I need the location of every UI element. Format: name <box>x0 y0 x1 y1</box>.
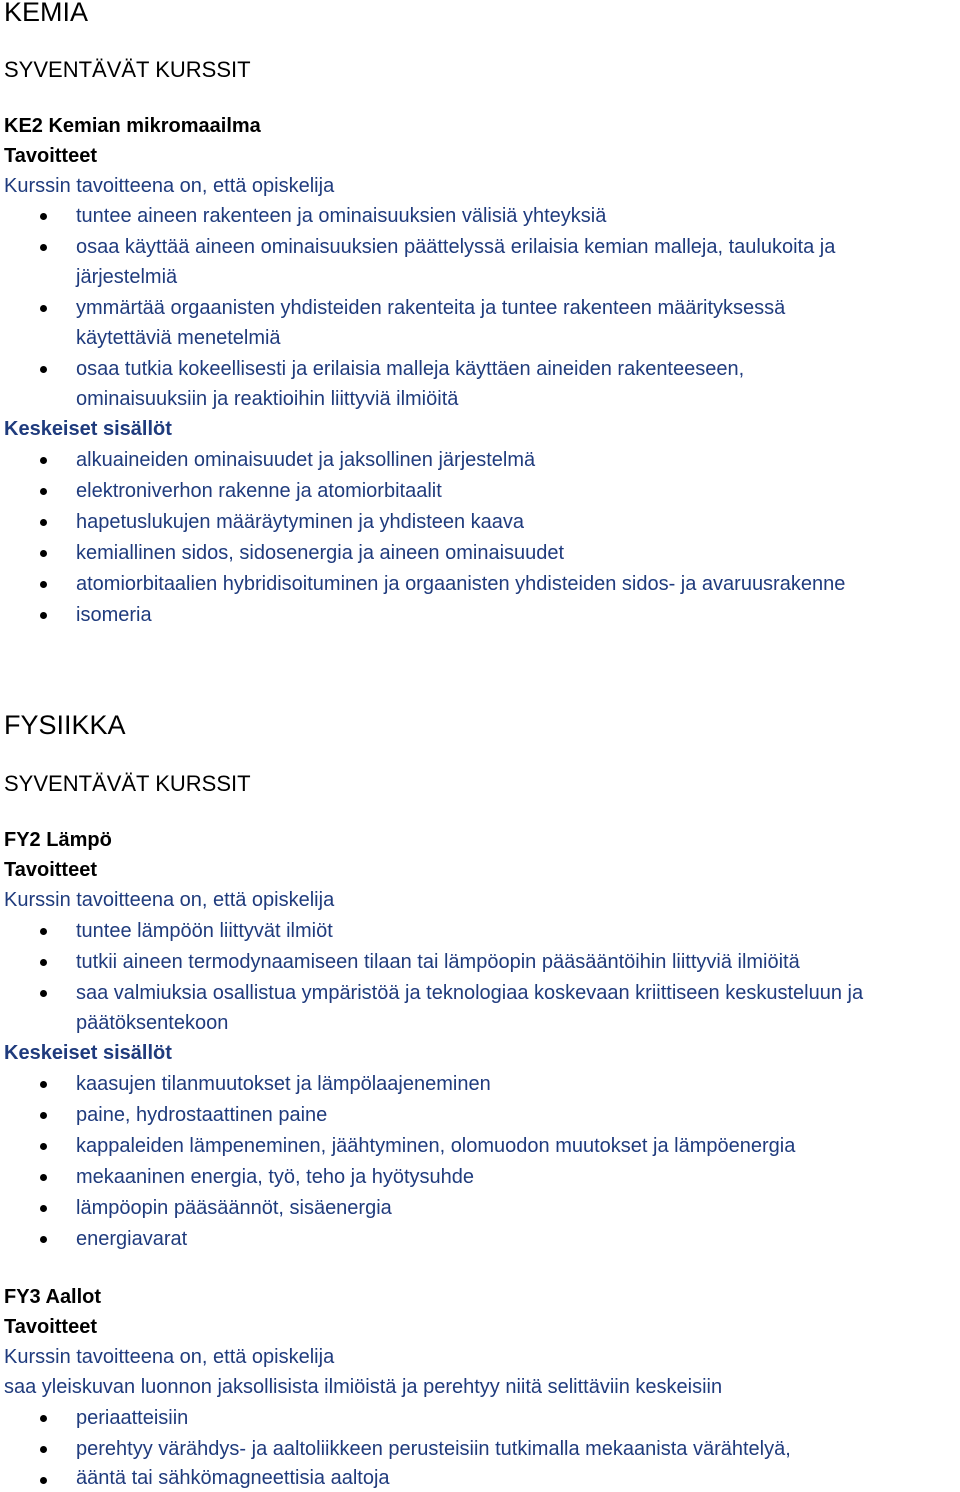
goals-heading-fy3: Tavoitteet <box>4 1316 97 1338</box>
list-item-continuation: käytettäviä menetelmiä <box>76 327 281 349</box>
list-item: osaa tutkia kokeellisesti ja erilaisia malleja käyttäen aineiden rakenteeseen, <box>76 358 745 380</box>
subject-title-fysiikka: FYSIIKKA <box>4 710 126 740</box>
goals-heading-ke2: Tavoitteet <box>4 145 97 167</box>
section-heading-kemia: SYVENTÄVÄT KURSSIT <box>4 57 251 82</box>
bullet-icon <box>40 612 47 619</box>
course-title-fy3: FY3 Aallot <box>4 1286 102 1308</box>
list-item: elektroniverhon rakenne ja atomiorbitaalit <box>76 480 442 502</box>
list-item: kappaleiden lämpeneminen, jäähtyminen, olomuodon muutokset ja lämpöenergia <box>76 1135 796 1157</box>
bullet-icon <box>40 581 47 588</box>
goals-intro-fy2: Kurssin tavoitteena on, että opiskelija <box>4 889 335 911</box>
list-item: tuntee aineen rakenteen ja ominaisuuksien välisiä yhteyksiä <box>76 205 607 227</box>
goals-intro-fy3: Kurssin tavoitteena on, että opiskelija <box>4 1346 335 1368</box>
goals-heading-fy2: Tavoitteet <box>4 859 97 881</box>
list-item: hapetuslukujen määräytyminen ja yhdisteen kaava <box>76 511 525 533</box>
list-item: mekaaninen energia, työ, teho ja hyötysuhde <box>76 1166 475 1188</box>
contents-heading-ke2: Keskeiset sisällöt <box>4 418 172 440</box>
bullet-icon <box>40 488 47 495</box>
bullet-icon <box>40 366 47 373</box>
bullet-icon <box>40 244 47 251</box>
list-item-continuation: ominaisuuksiin ja reaktioihin liittyviä ilmiöitä <box>76 388 459 410</box>
list-item: tutkii aineen termodynaamiseen tilaan tai lämpöopin pääsääntöihin liittyviä ilmiöitä <box>76 951 800 973</box>
course-title-fy2: FY2 Lämpö <box>4 829 112 851</box>
bullet-icon <box>40 1446 47 1453</box>
list-item: osaa käyttää aineen ominaisuuksien päättelyssä erilaisia kemian malleja, taulukoita ja <box>76 236 836 258</box>
bullet-icon <box>40 1174 47 1181</box>
section-heading-fysiikka: SYVENTÄVÄT KURSSIT <box>4 771 251 796</box>
list-item: tuntee lämpöön liittyvät ilmiöt <box>76 920 333 942</box>
list-item-continuation: päätöksentekoon <box>76 1012 229 1034</box>
list-item: isomeria <box>76 604 152 626</box>
list-item: lämpöopin pääsäännöt, sisäenergia <box>76 1197 392 1219</box>
bullet-icon <box>40 1415 47 1422</box>
bullet-icon <box>40 213 47 220</box>
bullet-icon <box>40 1143 47 1150</box>
list-item: ääntä tai sähkömagneettisia aaltoja <box>76 1467 390 1489</box>
list-item: kaasujen tilanmuutokset ja lämpölaajeneminen <box>76 1073 491 1095</box>
bullet-icon <box>40 519 47 526</box>
bullet-icon <box>40 990 47 997</box>
list-item: alkuaineiden ominaisuudet ja jaksollinen järjestelmä <box>76 449 536 471</box>
goals-lead-fy3: saa yleiskuvan luonnon jaksollisista ilmiöistä ja perehtyy niitä selittäviin keskeisiin <box>4 1376 723 1398</box>
list-item-continuation: järjestelmiä <box>76 266 178 288</box>
bullet-icon <box>40 550 47 557</box>
bullet-icon <box>40 1477 47 1484</box>
list-item: perehtyy värähdys- ja aaltoliikkeen perusteisiin tutkimalla mekaanista värähtelyä, <box>76 1438 791 1460</box>
bullet-icon <box>40 1205 47 1212</box>
course-title-ke2: KE2 Kemian mikromaailma <box>4 115 261 137</box>
subject-title-kemia: KEMIA <box>4 0 89 27</box>
goals-intro-ke2: Kurssin tavoitteena on, että opiskelija <box>4 175 335 197</box>
list-item: atomiorbitaalien hybridisoituminen ja orgaanisten yhdisteiden sidos- ja avaruusrakenne <box>76 573 846 595</box>
bullet-icon <box>40 1112 47 1119</box>
list-item: paine, hydrostaattinen paine <box>76 1104 328 1126</box>
bullet-icon <box>40 1081 47 1088</box>
list-item: saa valmiuksia osallistua ympäristöä ja teknologiaa koskevaan kriittiseen keskusteluun ja <box>76 982 864 1004</box>
bullet-icon <box>40 959 47 966</box>
list-item: energiavarat <box>76 1228 188 1250</box>
bullet-icon <box>40 1236 47 1243</box>
bullet-icon <box>40 305 47 312</box>
contents-heading-fy2: Keskeiset sisällöt <box>4 1042 172 1064</box>
list-item: periaatteisiin <box>76 1407 189 1429</box>
list-item: ymmärtää orgaanisten yhdisteiden rakenteita ja tuntee rakenteen määrityksessä <box>76 297 786 319</box>
bullet-icon <box>40 928 47 935</box>
list-item: kemiallinen sidos, sidosenergia ja aineen ominaisuudet <box>76 542 565 564</box>
bullet-icon <box>40 457 47 464</box>
